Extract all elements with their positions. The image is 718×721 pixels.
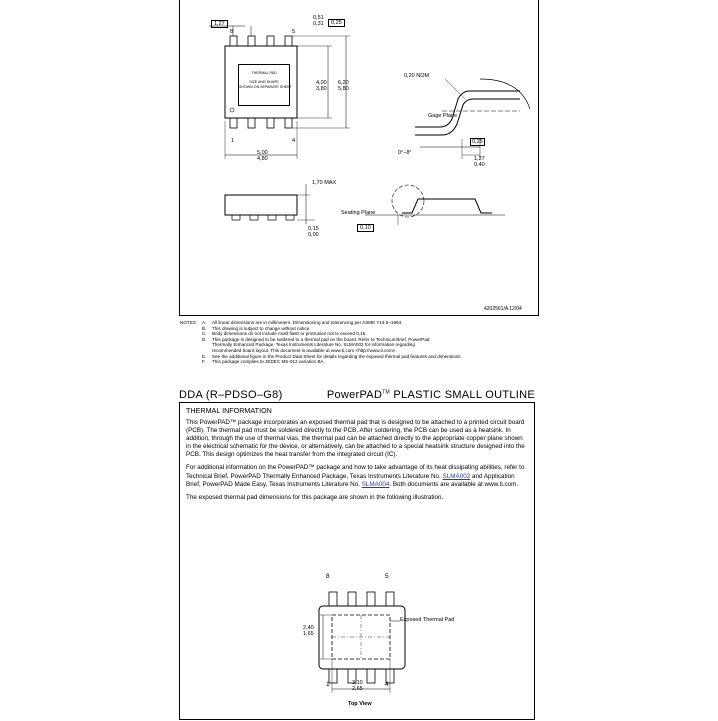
note-text: This package complies to JEDEC MS-012 variation BA <box>212 359 324 365</box>
document-id: 4202561/A 12/04 <box>484 306 522 312</box>
title-prefix: PowerPAD <box>326 389 383 401</box>
note-letter: A. <box>202 320 207 325</box>
notes-label: NOTES: <box>180 320 198 325</box>
trademark: TM <box>382 389 391 396</box>
bottom-pin-label-8: 8 <box>326 573 330 580</box>
bottom-pin-label-1: 1 <box>326 681 330 688</box>
p2-end: . Both documents are available at www.ti.com. <box>389 480 519 488</box>
foot-length-dim: 1,27 0,40 <box>474 156 485 168</box>
coplanarity-box: 0,10 <box>357 224 374 232</box>
max-height-dim: 1,70 MAX <box>312 180 337 186</box>
note-letter: D. <box>202 336 207 342</box>
exposed-pad-label: Exposed Thermal Pad <box>400 617 455 623</box>
note-text: This drawing is subject to change without notice. <box>212 325 311 331</box>
p2-mid: and Application Brief, PowerPAD Made Easy, Texas Instruments Literature No. <box>186 472 515 488</box>
note-text: See the additional figure in the Product Data Sheet for details regarding the exposed thermal pad features and dimensions. <box>212 353 462 359</box>
pad-width-dim: 3,10 2,65 <box>352 680 363 692</box>
body-length-dim: 5,00 4,80 <box>257 150 268 162</box>
package-code: DDA (R–PDSO–G8) <box>179 389 283 401</box>
note-text: Thermally Enhanced Package, Texas Instruments Literature No. SLMA002 for information regarding <box>212 342 415 348</box>
gauge-plane-label: Gage Plane <box>428 113 458 119</box>
lead-width-dim: 0,51 0,31 <box>313 15 324 27</box>
note-letter: C. <box>202 331 207 337</box>
note-text: This package is designed to be soldered to a thermal pad on the board. Refer to Technical Brief, PowerPad <box>212 336 430 342</box>
title-suffix: PLASTIC SMALL OUTLINE <box>393 389 535 401</box>
pin-label-5: 5 <box>292 29 296 35</box>
angle-dim: 0°–8° <box>398 150 412 156</box>
bottom-pin-label-5: 5 <box>385 573 389 580</box>
note-line <box>202 359 462 365</box>
section-title <box>327 389 535 401</box>
mechanical-drawing <box>180 0 540 317</box>
body-width-dim: 4,00 3,80 <box>316 80 327 92</box>
thermal-pad-note-text: THERMAL PAD SIZE AND SHAPE SHOWN ON SEPARATE SHEET <box>239 71 292 89</box>
gauge-dim: 0,20 NOM <box>404 73 430 79</box>
p2-start: For additional information on the PowerPAD™ package and how to take advantage of its heat dissipating abilities, refer to Technical Brief, PowerPAD Thermally Enhanced Package, Texas Instruments Literature No. <box>186 464 525 480</box>
pin-label-4: 4 <box>292 138 296 144</box>
bottom-pin-label-4: 4 <box>385 681 389 688</box>
thermal-heading: THERMAL INFORMATION <box>186 406 272 415</box>
standoff-dim: 0,15 0,00 <box>308 226 319 238</box>
pin-label-1: 1 <box>231 138 235 144</box>
pin-label-8: 8 <box>230 29 234 35</box>
mechanical-drawing-frame <box>179 0 539 316</box>
thermal-paragraph-3: The exposed thermal pad dimensions for this package are shown in the following illustration. <box>186 493 444 501</box>
pitch-dim: 1,27 <box>211 20 228 28</box>
note-letter: E. <box>202 353 207 359</box>
notes-list <box>202 320 462 365</box>
note-letter: F. <box>202 359 206 365</box>
note-text: Body dimensions do not include mold flash or protrusion not to exceed 0,15. <box>212 331 367 337</box>
slma002-link[interactable]: SLMA002 <box>442 472 471 480</box>
gauge-value: 0,25 <box>472 139 483 145</box>
thermal-info-frame <box>179 402 535 720</box>
note-text: recommended board layout. This document is available at www.ti.com <http://www.ti.com>. <box>212 347 397 353</box>
note-text: All linear dimensions are in millimeters. Dimensioning and tolerancing per ASME Y14.5–1994. <box>212 320 403 325</box>
thermal-pad-illustration <box>180 403 536 721</box>
thermal-paragraph-1: This PowerPAD™ package incorporates an exposed thermal pad that is designed to be attached to a printed circuit board (PCB). The thermal pad must be soldered directly to the PCB. After soldering, the PCB can be used as a heatsink. In addition, through the use of thermal vias, the thermal pad can be attached directly to the appropriate copper plane shown in the electrical schematic for the device, or alternatively, can be attached to a special heatsink structure designed into the PCB. This design optimizes the heat transfer from the integrated circuit (IC). <box>186 419 525 459</box>
overall-width-dim: 6,20 5,80 <box>338 80 349 92</box>
pad-height-dim: 2,40 1,65 <box>303 625 314 637</box>
slma004-link[interactable]: SLMA004 <box>361 480 390 488</box>
top-view-label: Top View <box>348 701 372 707</box>
tolerance-box: 0,25 <box>328 19 345 27</box>
note-letter: B. <box>202 325 207 331</box>
thermal-pad-note <box>238 64 290 106</box>
seating-plane-label: Seating Plane <box>341 210 376 216</box>
